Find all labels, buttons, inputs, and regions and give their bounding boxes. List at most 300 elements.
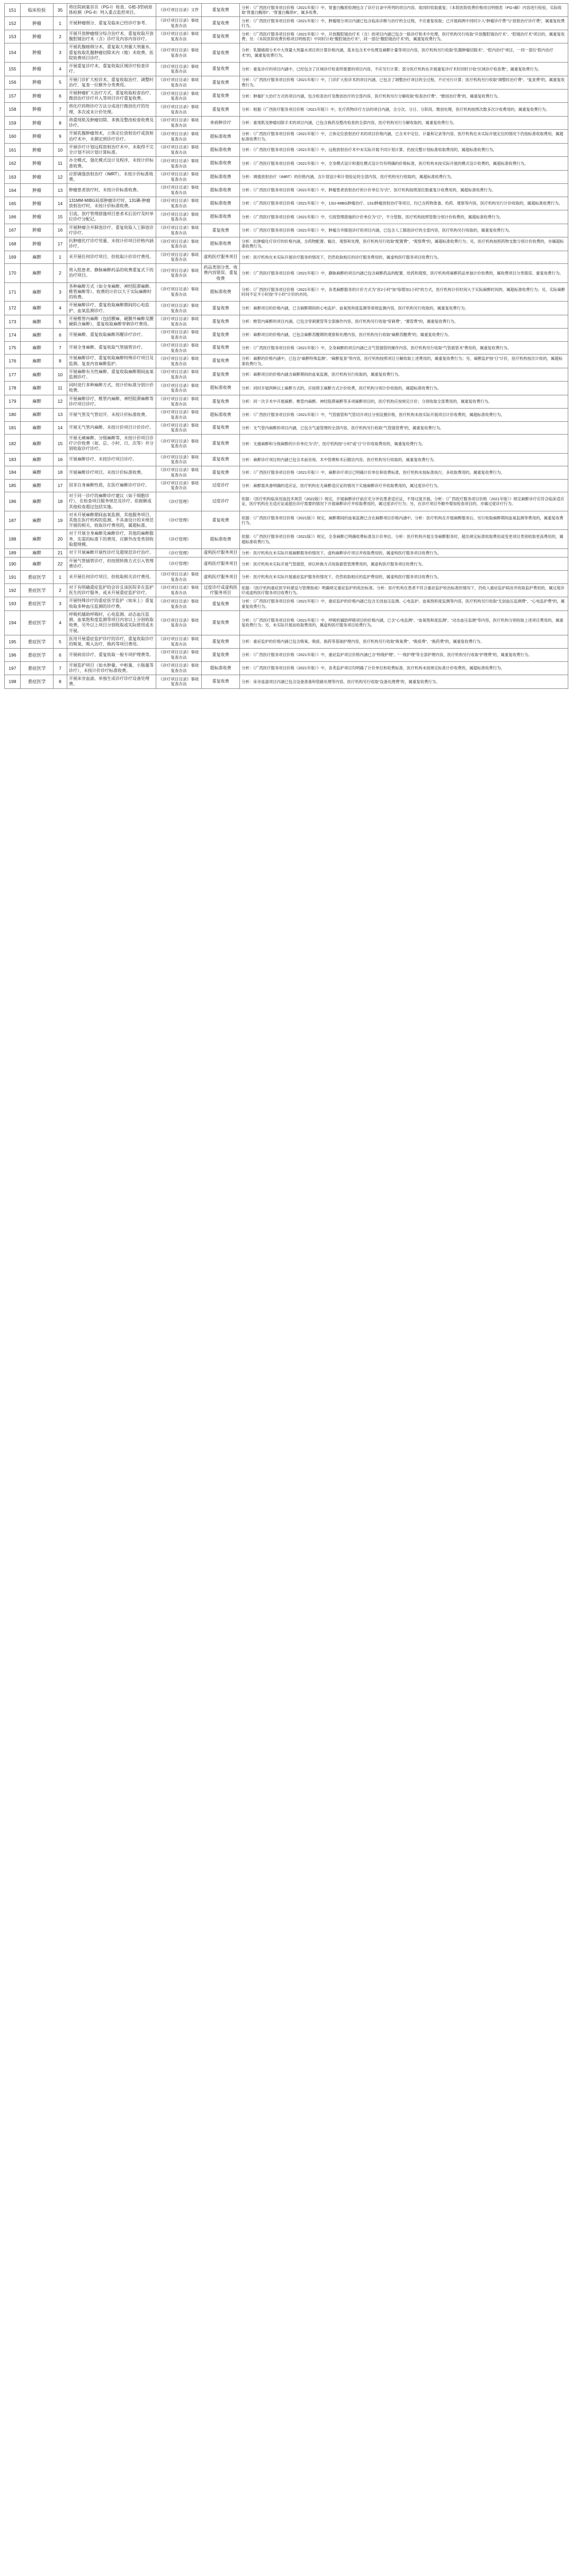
cell-number: 14 — [53, 421, 67, 434]
cell-item-name: 将住院病案首页（PG-I）检查、G植-3型病原体检测（PG-II）列入重点监控项目。 — [67, 4, 156, 17]
cell-department: 麻醉 — [21, 479, 53, 492]
cell-item-name: 开展肿瘤细分、重复及临床已经诊疗参考。 — [67, 17, 156, 30]
cell-seq: 170 — [5, 264, 21, 283]
cell-number: 6 — [53, 329, 67, 341]
cell-number: 1 — [53, 571, 67, 583]
cell-item-name: 开展全身麻醉、重复收取气管插管诊疗。 — [67, 341, 156, 354]
cell-number: 10 — [53, 143, 67, 156]
cell-department: 麻醉 — [21, 264, 53, 283]
cell-seq: 157 — [5, 90, 21, 103]
cell-seq: 191 — [5, 571, 21, 583]
cell-description: 依据：《广西医疗服务项目价格（2021版）》规定，麻醉期间的血氧监测已含在麻醉项目价格内涵中。分析：医疗机构在开展麻醉服务后，另行收取麻醉期间血氧监测等费用的，属重复收费行为。 — [240, 511, 568, 530]
cell-department: 麻醉 — [21, 302, 53, 315]
cell-description: 分析：医疗机构在未实际开展诊疗服务的情况下，仍然收取相应的诊疗服务费用的，属虚构医疗服务项目收费行为。 — [240, 251, 568, 263]
cell-department: 肿瘤 — [21, 197, 53, 210]
table-row — [5, 184, 568, 197]
cell-description: 分析：根据《广西医疗服务项目价格（2021年版）》中，化疗药物诊疗方法的项目内涵，含分次、分日、分阶段、微创处理，医疗机构按照次数多次计收费用的，属重复收费行为。 — [240, 103, 568, 116]
table-row — [5, 329, 568, 341]
table-row — [5, 302, 568, 315]
table-body — [5, 4, 568, 689]
cell-seq: 195 — [5, 635, 21, 648]
cell-number: 8 — [53, 675, 67, 688]
cell-item-name: 对于开展麻醉开展性诊疗及超规范诊疗治疗。 — [67, 549, 156, 557]
cell-basis: 《诊疗项目目录》事故复查办法 — [156, 597, 202, 610]
cell-item-name: 将化疗药物诊疗方法分成进行微创化疗的处理，多次或未计价处理。 — [67, 103, 156, 116]
cell-number: 19 — [53, 511, 67, 530]
cell-basis: 《诊疗项目目录》事故复查办法 — [156, 90, 202, 103]
cell-number: 21 — [53, 549, 67, 557]
cell-number: 18 — [53, 466, 67, 479]
cell-number: 3 — [53, 43, 67, 63]
cell-number: 16 — [53, 224, 67, 237]
cell-problem-type: 超标准收费 — [202, 143, 240, 156]
table-row — [5, 224, 568, 237]
cell-problem-type: 重复收费 — [202, 315, 240, 328]
cell-basis: 《诊疗项目目录》事故复查办法 — [156, 210, 202, 224]
cell-description: 分析：同一次手术中开展麻醉、椎管内麻醉、神经阻滞麻醉等多项麻醉项目的，医疗机构应按规定计价；分别收取全部费用的，属重复收费行为。 — [240, 395, 568, 408]
cell-department: 重症医学 — [21, 583, 53, 597]
cell-number: 4 — [53, 302, 67, 315]
cell-description: 分析：麻醉项目的价格内涵，已含麻醉期间的心电监护、血氧饱和度监测等常规监测内容，医疗机构另行收取的，属重复收费行为。 — [240, 302, 568, 315]
cell-department: 肿瘤 — [21, 30, 53, 43]
cell-item-name: 开展乳腺癌细分术、重复取大剂量大剂量水、重复收取乳腺肿瘤切除术内（缩）术收费。医院收费项目诊疗。 — [67, 43, 156, 63]
table-row — [5, 479, 568, 492]
cell-problem-type: 重复收费 — [202, 63, 240, 76]
cell-seq: 161 — [5, 143, 21, 156]
cell-item-name: 开展麻醉诊疗、重复收取麻醉期间的心电监护、血氧监测诊疗。 — [67, 302, 156, 315]
cell-item-name: 开展气管及气管切开、未按计价标准收费。 — [67, 409, 156, 421]
cell-basis: 《诊疗项目目录》事故复查办法 — [156, 571, 202, 583]
cell-seq: 156 — [5, 76, 21, 89]
cell-basis: 《诊疗项目目录》事故复查办法 — [156, 17, 202, 30]
cell-basis: 《诊疗项目目录》事故复查办法 — [156, 382, 202, 395]
table-row — [5, 341, 568, 354]
cell-basis: 《诊疗项目目录》事故复查办法 — [156, 435, 202, 454]
cell-item-name: 对于开展全身麻醉及麻醉诊疗，其他的麻醉服务、实需的标准下的费用、应额外改变类别收取超规模。 — [67, 530, 156, 549]
cell-basis: 《诊疗项目目录》事故复查办法 — [156, 43, 202, 63]
cell-description: 分析：《广西医疗服务项目价格（2021年版）》中，静脉麻醉的项目内涵已包含麻醉药品的配置、给药和观察，医疗机构将麻醉药品单独计价收费的，属收费项目分类错误、重复收费行为。 — [240, 264, 568, 283]
cell-seq: 179 — [5, 395, 21, 408]
cell-item-name: 开展麻醉诊疗、椎管内麻醉、神经阻滞麻醉等诊疗项目诊疗。 — [67, 395, 156, 408]
cell-problem-type: 超标准收费 — [202, 184, 240, 197]
cell-description: 分析：医疗机构未实际开展气管插管，却以转换方式收取插管管理费用的，属虚构医疗服务项目收费行为。 — [240, 557, 568, 571]
cell-department: 肿瘤 — [21, 103, 53, 116]
cell-number: 6 — [53, 649, 67, 661]
cell-seq: 159 — [5, 116, 21, 129]
cell-item-name: 应即调强放射治疗（IMRT），未按计价标准收费。 — [67, 170, 156, 183]
cell-problem-type: 重复收费 — [202, 4, 240, 17]
cell-description: 分析：《广西医疗服务项目价格（2021年版）》中，肿瘤细分项目内涵已包含临床诊断与治疗的全过程，不应重复收取；已开展病例中同时计入“肿瘤诊疗费”与“放射治疗诊疗费”，属重复收费行为。 — [240, 17, 568, 30]
cell-seq: 178 — [5, 382, 21, 395]
cell-item-name: 对于同一诊疗的麻醉诊疗建议（如干细胞诊疗），在检查项目服务规范及诊疗、依据额或其他检查超过包括实施。 — [67, 492, 156, 511]
cell-item-name: 开展重复诊疗术、重复收取区域诊疗检查诊疗。 — [67, 63, 156, 76]
cell-description: 分析：《广西医疗服务项目价格（2021年版）》中，肿瘤患者放射治疗的计价单位为“次”，医疗机构按照部位数重复计收费用的，属超标准收费行为。 — [240, 184, 568, 197]
cell-number: 1 — [53, 17, 67, 30]
cell-department: 麻醉 — [21, 466, 53, 479]
table-row — [5, 409, 568, 421]
cell-seq: 177 — [5, 368, 21, 381]
cell-number: 5 — [53, 635, 67, 648]
cell-number: 7 — [53, 661, 67, 675]
table-row — [5, 170, 568, 183]
cell-basis: 《诊疗项目目录》事故复查办法 — [156, 649, 202, 661]
table-row — [5, 130, 568, 143]
cell-item-name: 呼吸机辅助呼吸时，心电监测、动态血压监测、血氧饱和度监测等项目内容以上分别收取收费，另外以上项目分别收取或实际使用或未开展。 — [67, 610, 156, 635]
cell-seq: 182 — [5, 435, 21, 454]
cell-basis: 《诊疗项目目录》事故复查办法 — [156, 30, 202, 43]
cell-department: 肿瘤 — [21, 224, 53, 237]
table-row — [5, 610, 568, 635]
table-row — [5, 597, 568, 610]
table-row — [5, 17, 568, 30]
cell-basis: 《诊疗项目目录》事故复查办法 — [156, 479, 202, 492]
cell-problem-type: 重复收费 — [202, 76, 240, 89]
cell-description: 分析：麻醉诊疗项目的内涵已包含术前访视、术中管理和术后随访内容，医疗机构另行收取的，属重复收费行为。 — [240, 453, 568, 466]
cell-number: 13 — [53, 409, 67, 421]
cell-description: 分析：椎管内麻醉的项目内涵，已包含穿刺置管等全部操作内容，医疗机构另行收取“穿刺费”、“置管费”的，属重复收费行为。 — [240, 315, 568, 328]
table-row — [5, 530, 568, 549]
cell-description: 分析：乳腺癌细分术中大剂量大剂量水项目的计算价格内涵，基本包含术中处理及麻醉计量等项目内容，医疗机构另行收取“乳腺肿瘤切除术”、“腔内治疗”项目，一同一部位“腔内治疗术”的，属重复收费行为。 — [240, 43, 568, 63]
cell-problem-type: 重复收费 — [202, 90, 240, 103]
cell-description: 分析：《广西医疗服务项目价格（2021年版）》中，各类监护项目均明确了计价单位和收费标准，医疗机构未按规定标准计价收费的，属超标准收费行为。 — [240, 661, 568, 675]
cell-item-name: 开展麻醉有关性麻醉、重复收取麻醉期间血氧监测诊疗。 — [67, 368, 156, 381]
cell-basis: 《诊疗项目目录》事故复查办法 — [156, 63, 202, 76]
cell-item-name: 将入组患者、静脉麻醉药品的收费重复式下的治疗项目。 — [67, 264, 156, 283]
cell-description: 分析：《广西医疗服务项目价格（2021年版）》中，胃蛋白酶原检测包含了诊疗目录中所列的项目内容，故同时收取重复；《本院医院收费价格项目明细表（PG-I解）内容进行检验，实际收取“胃蛋白酶原I”、“胃蛋白酶原II”，属多收费。 — [240, 4, 568, 17]
cell-item-name: 开展麻醉、重复收取麻醉苏醒诊疗诊疗。 — [67, 329, 156, 341]
cell-basis: 《诊疗项目目录》事故复查办法 — [156, 130, 202, 143]
cell-department: 麻醉 — [21, 395, 53, 408]
cell-description: 分析：床旁血滤项目内涵已包含设备准备和管路处理等内容，医疗机构另行收取“设备处理费”的，属重复收费行为。 — [240, 675, 568, 688]
cell-problem-type: 过度诊疗 — [202, 479, 240, 492]
cell-seq: 183 — [5, 453, 21, 466]
cell-item-name: 抗肿瘤化疗诊疗用量、未按计价项目价格内涵诊疗。 — [67, 237, 156, 251]
cell-item-name: 肿瘤患者放疗时，未按计价标准收费。 — [67, 184, 156, 197]
cell-seq: 165 — [5, 197, 21, 210]
cell-problem-type: 重复收费 — [202, 103, 240, 116]
cell-department: 重症医学 — [21, 597, 53, 610]
cell-description: 分析：《广西医疗服务项目价格（2021年版）》中，全身模式设计和强化模式设计均有明确的价格标准，医疗机构未按实际开展的模式设计收费的，属超标准收费行为。 — [240, 157, 568, 170]
cell-seq: 154 — [5, 43, 21, 63]
cell-number: 2 — [53, 264, 67, 283]
cell-number: 13 — [53, 184, 67, 197]
cell-department: 麻醉 — [21, 355, 53, 368]
cell-problem-type: 超标准收费 — [202, 530, 240, 549]
table-row — [5, 264, 568, 283]
cell-description: 分析：《广西医疗服务项目价格（2021年版）》中，气管插管和气管切开项目分别设置价格，医疗机构未按实际开展项目计价收费的，属超标准收费行为。 — [240, 409, 568, 421]
cell-problem-type: 重复收费 — [202, 341, 240, 354]
cell-item-name: 对于有明确重症监护的会诊且该医院非在监护医生的诊疗服务，或未开展重症监护诊疗。 — [67, 583, 156, 597]
table-row — [5, 466, 568, 479]
cell-seq: 190 — [5, 557, 21, 571]
cell-number: 2 — [53, 583, 67, 597]
cell-seq: 175 — [5, 341, 21, 354]
cell-description: 分析：调强放射治疗（IMRT）的价格内涵，含计划设计和计划验证的全部内容，医疗机构另行收取的，属超标准收费行为。 — [240, 170, 568, 183]
cell-basis: 《诊疗管理》 — [156, 492, 202, 511]
table-row — [5, 557, 568, 571]
cell-seq: 192 — [5, 583, 21, 597]
cell-item-name: 医用开展重症监护诊疗的诊疗，重复收取诊疗的吸氧、吸入治疗、换药等项目费用。 — [67, 635, 156, 648]
cell-seq: 193 — [5, 597, 21, 610]
cell-description: 分析：《广西医疗服务项目价格（2021年版）》中，呼吸机辅助呼吸项目的价格内涵，已含“心电监测”、“血氧饱和度监测”、“动态血压监测”等内容，医疗机构分别收取上述项目费用的，属重复收费行为；另，未实际开展而收取费用的，属虚构医疗服务项目收费行为。 — [240, 610, 568, 635]
table-row — [5, 4, 568, 17]
cell-problem-type: 超标准收费 — [202, 157, 240, 170]
cell-department: 肿瘤 — [21, 170, 53, 183]
cell-description: 分析：《广西医疗服务项目价格（2021年版）》中，开放腹腔镜治疗术（含）的项目内涵已包含一般诊疗和术中处理，医疗机构另行收取“开放腹腔镜治疗术”、“腔镜治疗术”项目的，属重复收费；另：《本院医院收费价格项目明细表》中同时计收“腹腔镜治疗术”、同一部位“腹腔镜治疗术”的，属重复收费行为。 — [240, 30, 568, 43]
cell-seq: 174 — [5, 329, 21, 341]
cell-description: 分析：抗肿瘤化疗诊疗的价格内涵，含药物配置、输注、观察和处理，医疗机构另行收取“配置费”、“观察费”的，属超标准收费行为；另，医疗机构按照药物支数分别计价收费的，亦属超标准收费行为。 — [240, 237, 568, 251]
cell-basis: 《诊疗项目目录》事故复查办法 — [156, 635, 202, 648]
table-row — [5, 492, 568, 511]
cell-seq: 180 — [5, 409, 21, 421]
cell-basis: 《诊疗项目目录》事故复查办法 — [156, 116, 202, 129]
table-row — [5, 63, 568, 76]
cell-number: 12 — [53, 395, 67, 408]
cell-description: 分析：重症监护的价格内涵已包含吸氧、吸痰、换药等基础护理内容，医疗机构另行收取“吸氧费”、“吸痰费”、“换药费”的，属重复收费行为。 — [240, 635, 568, 648]
cell-basis: 《诊疗项目目录》事故复查办法 — [156, 170, 202, 183]
table-row — [5, 549, 568, 557]
cell-description: 分析：《广西医疗服务项目价格（2021年版）》中，重症监护的价格内涵已包含无创血压监测、心电监护、血氧饱和度监测等内容，医疗机构另行收取“无创血压监测费”、“心电监护费”的，属重复收费行为。 — [240, 597, 568, 610]
cell-description: 依据：《医疗机构重症医学科建设与管理指南》明确规定重症监护的收治标准。分析：医疗机构在患者不符合重症监护收治标准的情况下，仍收入重症监护病房并收取监护费用的，属过度诊疗或虚构医疗服务项目收费行为。 — [240, 583, 568, 597]
cell-description: 分析：麻醉项目的价格内涵含麻醉期间的血氧监测，医疗机构另行收取的，属重复收费行为。 — [240, 368, 568, 381]
cell-problem-type: 过度诊疗 — [202, 492, 240, 511]
cell-seq: 171 — [5, 282, 21, 302]
cell-department: 重症医学 — [21, 661, 53, 675]
cell-seq: 194 — [5, 610, 21, 635]
cell-seq: 198 — [5, 675, 21, 688]
cell-basis: 《诊疗项目目录》事故复查办法 — [156, 610, 202, 635]
cell-department: 麻醉 — [21, 511, 53, 530]
cell-department: 麻醉 — [21, 251, 53, 263]
cell-department: 麻醉 — [21, 368, 53, 381]
cell-department: 肿瘤 — [21, 210, 53, 224]
cell-number: 3 — [53, 597, 67, 610]
table-row — [5, 395, 568, 408]
table-row — [5, 76, 568, 89]
cell-item-name: 开展麻醉诊疗、未按诊疗项目诊疗。 — [67, 453, 156, 466]
cell-item-name: 开展椎管内麻醉（包括腰麻、硬膜外麻醉及腰硬联合麻醉），重复收取麻醉穿刺诊疗费用。 — [67, 315, 156, 328]
cell-problem-type: 重复收费 — [202, 453, 240, 466]
table-row — [5, 368, 568, 381]
cell-basis: 《诊疗项目目录》事故复查办法 — [156, 103, 202, 116]
cell-basis: 《诊疗项目目录》事故复查办法 — [156, 315, 202, 328]
cell-problem-type: 重复收费 — [202, 675, 240, 688]
cell-department: 肿瘤 — [21, 76, 53, 89]
cell-department: 麻醉 — [21, 549, 53, 557]
cell-seq: 167 — [5, 224, 21, 237]
table-row — [5, 282, 568, 302]
cell-number: 18 — [53, 492, 67, 511]
cell-department: 肿瘤 — [21, 116, 53, 129]
table-row — [5, 116, 568, 129]
cell-description: 分析：《广西医疗服务项目价格（2021年版）》中，131I-MIBG肿瘤治疗、131I肿瘤放射治疗等项目，均已含药物准备、给药、观察等内容，医疗机构另行计价收取的，属超标准收费行为。 — [240, 197, 568, 210]
cell-item-name: 开展床旁血滤、单独生成诊疗诊疗设备处理费。 — [67, 675, 156, 688]
cell-basis: 《诊疗项目目录》事故复查办法 — [156, 329, 202, 341]
cell-problem-type: 单病种诊疗 — [202, 116, 240, 129]
cell-seq: 196 — [5, 649, 21, 661]
cell-description: 分析：医疗机构在未实际开展麻醉服务的情况下，虚构麻醉诊疗项目并收取费用的，属虚构医疗服务项目收费行为。 — [240, 549, 568, 557]
cell-description: 依据：《医疗机构临床用血技术规范（2022版）》规定，开展麻醉诊疗前应充分评估患者适应证，不得过度开展。分析：《广西医疗服务项目价格（2021年版）》规定麻醉诊疗应符合临床适应证，医疗机构在无适应证或超出诊疗需要的情况下开展麻醉诊疗并收取费用的，属过度诊疗行为；另，在诊疗项目外额外增加检查项目的，亦属过度诊疗行为。 — [240, 492, 568, 511]
cell-problem-type: 虚构医疗服务项目 — [202, 549, 240, 557]
cell-department: 重症医学 — [21, 649, 53, 661]
cell-seq: 181 — [5, 421, 21, 434]
cell-seq: 184 — [5, 466, 21, 479]
cell-basis: 《诊疗项目目录》事故复查办法 — [156, 237, 202, 251]
cell-basis: 《诊疗管理》 — [156, 557, 202, 571]
cell-department: 麻醉 — [21, 421, 53, 434]
cell-item-name: 引流、放疗管理措施项目患者术后治疗及时单位诊疗分配记。 — [67, 210, 156, 224]
cell-basis: 《诊疗项目目录》事故复查办法 — [156, 76, 202, 89]
cell-number: 11 — [53, 157, 67, 170]
cell-seq: 151 — [5, 4, 21, 17]
cell-item-name: 开展特殊诊疗的重症医学监护（如床上）重复收取多种血压监测的诊疗费。 — [67, 597, 156, 610]
cell-number: 14 — [53, 197, 67, 210]
cell-basis: 《诊疗项目目录》事故复查办法 — [156, 355, 202, 368]
cell-seq: 186 — [5, 492, 21, 511]
cell-problem-type: 重复收费 — [202, 355, 240, 368]
cell-number: 12 — [53, 170, 67, 183]
cell-number: 6 — [53, 90, 67, 103]
table-row — [5, 157, 568, 170]
cell-basis: 《诊疗项目目录》事故复查办法 — [156, 409, 202, 421]
cell-item-name: 开展肿瘤合并肺泡诊疗、重复收取人工肺泡诊疗诊疗。 — [67, 224, 156, 237]
cell-problem-type: 超标准收费 — [202, 210, 240, 224]
cell-item-name: 开展乳腺肿瘤剂术，立体定位放射治疗或放射治疗术中，未测定到诊疗诊疗。 — [67, 130, 156, 143]
cell-seq: 160 — [5, 130, 21, 143]
cell-department: 麻醉 — [21, 435, 53, 454]
cell-item-name: 将重现肌及肿瘤切除、多换及整改检查收费及诊疗。 — [67, 116, 156, 129]
cell-problem-type: 重复收费 — [202, 395, 240, 408]
cell-seq: 153 — [5, 30, 21, 43]
cell-problem-type: 重复收费 — [202, 511, 240, 530]
cell-department: 重症医学 — [21, 635, 53, 648]
cell-problem-type: 虚构医疗服务项目 — [202, 557, 240, 571]
cell-department: 肿瘤 — [21, 237, 53, 251]
cell-problem-type: 重复收费 — [202, 329, 240, 341]
cell-number: 8 — [53, 355, 67, 368]
cell-seq: 185 — [5, 479, 21, 492]
table-row — [5, 382, 568, 395]
cell-item-name: 开展门诊扩大检诊术、重复收取治疗、调整时治疗、复查一位额外分类费用。 — [67, 76, 156, 89]
cell-seq: 162 — [5, 157, 21, 170]
table-row — [5, 511, 568, 530]
cell-item-name: 各种麻醉方式（如全身麻醉、神经阻滞麻醉、椎管麻醉等）、收费的计价以大于实际麻醉时的收费。 — [67, 282, 156, 302]
cell-number: 16 — [53, 453, 67, 466]
cell-seq: 173 — [5, 315, 21, 328]
cell-item-name: 开展麻醉诊疗、重复收取麻醉特殊诊疗项目及监测、复查内容麻醉监护。 — [67, 355, 156, 368]
cell-description: 分析：《广西医疗服务项目价格（2021年版）》中，门诊扩大检诊术的项目内涵，已包含了调整治疗项目的全过程，不应另行计算；医疗机构另行收取“调整时治疗费”、“复查费”的，属重复收费行为。 — [240, 76, 568, 89]
violation-table — [4, 3, 568, 689]
cell-number: 22 — [53, 557, 67, 571]
cell-department: 临床检验 — [21, 4, 53, 17]
cell-seq: 168 — [5, 237, 21, 251]
cell-description: 分析：无气管内麻醉的项目内涵，已包含气道管理的全部内容，医疗机构另行收取“气管插管费”的，属重复收费行为。 — [240, 421, 568, 434]
table-row — [5, 583, 568, 597]
cell-problem-type: 超标准收费 — [202, 170, 240, 183]
table-row — [5, 435, 568, 454]
cell-basis: 《诊疗项目目录》事故复查办法 — [156, 251, 202, 263]
table-row — [5, 30, 568, 43]
table-row — [5, 43, 568, 63]
cell-number: 5 — [53, 315, 67, 328]
cell-number: 9 — [53, 130, 67, 143]
cell-department: 麻醉 — [21, 557, 53, 571]
cell-problem-type: 超标准收费 — [202, 409, 240, 421]
table-row — [5, 661, 568, 675]
cell-seq: 172 — [5, 302, 21, 315]
cell-basis: 《诊疗项目目录》事故复查办法 — [156, 421, 202, 434]
cell-number: 8 — [53, 116, 67, 129]
cell-department: 麻醉 — [21, 530, 53, 549]
cell-seq: 155 — [5, 63, 21, 76]
cell-description: 分析：医疗机构在未实际开展重症监护服务的情况下，仍然收取相应的监护费用的，属虚构医疗服务项目收费行为。 — [240, 571, 568, 583]
cell-problem-type: 超标准收费 — [202, 282, 240, 302]
cell-item-name: 开展病房诊疗、重复收取一般专项护理费等。 — [67, 649, 156, 661]
cell-description: 分析：《广西医疗服务项目价格（2021年版）》中，重症监护项目价格内涵已含“特级护理”、“一级护理”等全部护理内容，医疗机构另行收取“护理费”的，属重复收费行为。 — [240, 649, 568, 661]
cell-department: 肿瘤 — [21, 63, 53, 76]
cell-problem-type: 超标准收费 — [202, 661, 240, 675]
cell-problem-type: 超标准收费 — [202, 197, 240, 210]
table-row — [5, 315, 568, 328]
cell-number: 4 — [53, 610, 67, 635]
cell-description: 分析：《广西医疗服务项目价格（2021年版）》中，全身麻醉的项目内涵已含气管插管的操作内容，医疗机构另行收取“气管插管术”费用的，属重复收费行为。 — [240, 341, 568, 354]
cell-number: 2 — [53, 30, 67, 43]
cell-department: 麻醉 — [21, 492, 53, 511]
cell-problem-type: 虚构医疗服务项目 — [202, 571, 240, 583]
cell-seq: 164 — [5, 184, 21, 197]
cell-problem-type: 超标准收费 — [202, 382, 240, 395]
cell-basis: 《诊疗项目目录》事故复查办法 — [156, 282, 202, 302]
cell-basis: 《诊疗管理》 — [156, 549, 202, 557]
cell-department: 麻醉 — [21, 409, 53, 421]
cell-problem-type: 重复收费 — [202, 635, 240, 648]
cell-number: 4 — [53, 63, 67, 76]
cell-number: 15 — [53, 435, 67, 454]
cell-description: 分析：《广西医疗服务项目价格（2021年版）》中，引流管理措施的计价单位为“日”，不分管数，医疗机构按照管数分别计价收费的，属超标准收费行为。 — [240, 210, 568, 224]
cell-department: 麻醉 — [21, 282, 53, 302]
cell-item-name: 开展无痛麻醉、分级麻醉等，未按计价项目诊疗计价收费（如、总、小时、日、次等）并分别收取诊疗诊疗。 — [67, 435, 156, 454]
cell-department: 肿瘤 — [21, 157, 53, 170]
cell-department: 麻醉 — [21, 329, 53, 341]
cell-department: 肿瘤 — [21, 143, 53, 156]
cell-basis: 《诊疗项目目录》事故复查办法 — [156, 197, 202, 210]
cell-basis: 《诊疗管理》 — [156, 511, 202, 530]
cell-problem-type: 超标准收费 — [202, 237, 240, 251]
cell-department: 肿瘤 — [21, 43, 53, 63]
cell-description: 分析：麻醉需具备明确的适应证，医疗机构在无麻醉适应证的情况下实施麻醉诊疗并收取费用的，属过度诊疗行为。 — [240, 479, 568, 492]
cell-department: 麻醉 — [21, 453, 53, 466]
cell-seq: 189 — [5, 549, 21, 557]
cell-problem-type: 过度诊疗或虚构医疗服务项目 — [202, 583, 240, 597]
cell-basis: 《诊疗项目目录》事故复查办法 — [156, 264, 202, 283]
cell-item-name: 开展无气管内麻醉、未按计价项目计价诊疗。 — [67, 421, 156, 434]
cell-item-name: 开展诊疗计划远程放射治疗术中，未取得不完全计划不同计划计算标准。 — [67, 143, 156, 156]
cell-basis: 《诊疗项目目录》事故复查办法 — [156, 395, 202, 408]
table-row — [5, 251, 568, 263]
cell-item-name: 同时进行多种麻醉方式，按计价标准分别计价收费。 — [67, 382, 156, 395]
cell-problem-type: 重复收费 — [202, 610, 240, 635]
cell-number: 20 — [53, 530, 67, 549]
cell-description: 分析：《广西医疗服务项目价格（2021年版）》中，肿瘤合并肺泡诊疗的项目内涵，已包含人工肺泡诊疗的全部内容，医疗机构另行收取的，属重复收费行为。 — [240, 224, 568, 237]
cell-problem-type: 重复收费 — [202, 224, 240, 237]
cell-department: 重症医学 — [21, 571, 53, 583]
cell-item-name: 办全模式、强化模式设计及程序，未按计价标准收费。 — [67, 157, 156, 170]
cell-department: 肿瘤 — [21, 130, 53, 143]
cell-problem-type: 重复收费 — [202, 368, 240, 381]
cell-problem-type: 重复收费 — [202, 43, 240, 63]
cell-item-name: 开展气管插管诊疗、但按照转换方式引入管理费诊疗。 — [67, 557, 156, 571]
cell-item-name: 开展开放肿瘤细分综合治疗术、重复收取开放腹腔镜治疗术（含）诊疗及内容内容诊疗。 — [67, 30, 156, 43]
